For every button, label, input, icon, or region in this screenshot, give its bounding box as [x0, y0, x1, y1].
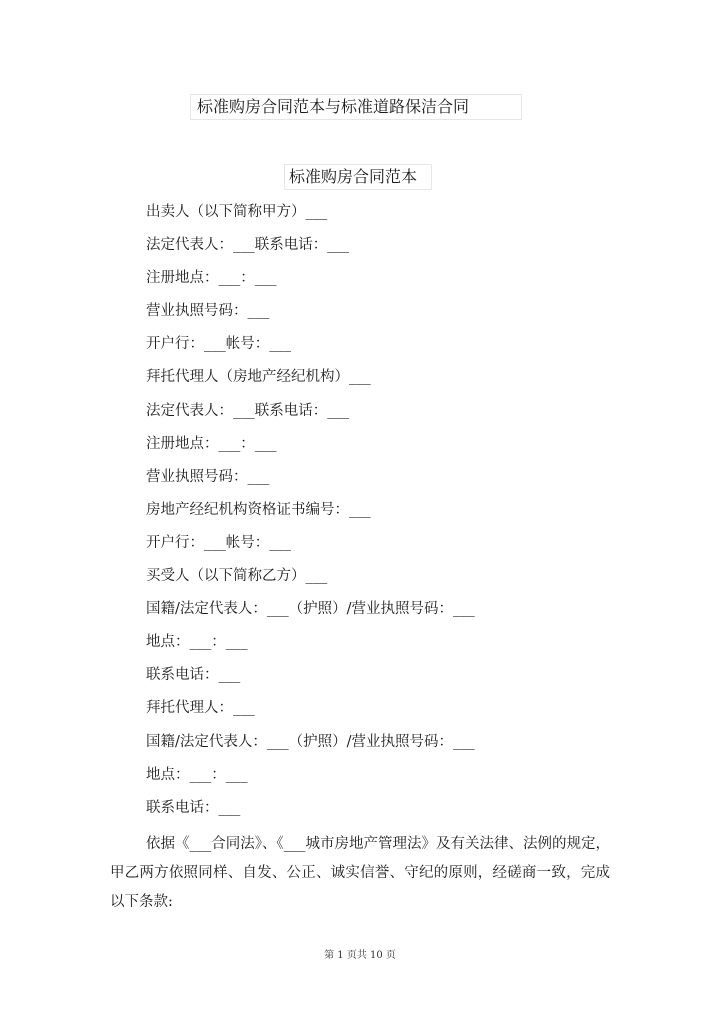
- party-line: 开户行：___帐号：___: [146, 534, 291, 551]
- party-line: 营业执照号码：___: [146, 303, 270, 320]
- party-line: 出卖人（以下简称甲方）___: [146, 204, 328, 220]
- party-line: 法定代表人：___联系电话：___: [146, 237, 349, 254]
- party-line: 买受人（以下简称乙方）___: [146, 568, 328, 585]
- party-line: 国籍/法定代表人：___（护照）/营业执照号码：___: [146, 733, 475, 750]
- document-title: 标准购房合同范本与标准道路保洁合同: [190, 94, 522, 120]
- party-info-list: [146, 198, 475, 827]
- party-line: 拜托代理人（房地产经纪机构）___: [146, 369, 371, 386]
- party-line: 注册地点：___：___: [146, 270, 277, 287]
- party-line: 国籍/法定代表人：___（护照）/营业执照号码：___: [146, 601, 475, 618]
- party-line: 房地产经纪机构资格证书编号：___: [146, 501, 371, 518]
- section-title: 标准购房合同范本: [284, 164, 432, 190]
- contract-basis-paragraph: 依据《___合同法》、《___城市房地产管理法》及有关法律、法例的规定，甲乙两方依照同样、自发、公正、诚实信誉、守纪的原则，经磋商一致，完成以下条款:: [110, 836, 610, 910]
- party-line: 地点：___：___: [146, 766, 248, 783]
- party-line: 营业执照号码：___: [146, 468, 270, 485]
- party-line: 联系电话：___: [146, 799, 241, 816]
- party-line: 联系电话：___: [146, 667, 241, 684]
- party-line: 开户行：___帐号：___: [146, 336, 291, 353]
- party-line: 法定代表人：___联系电话：___: [146, 402, 349, 419]
- party-line: 注册地点：___：___: [146, 435, 277, 452]
- party-line: 拜托代理人：___: [146, 700, 255, 717]
- party-line: 地点：___：___: [146, 634, 248, 651]
- page-footer: 第 1 页共 10 页: [324, 950, 396, 961]
